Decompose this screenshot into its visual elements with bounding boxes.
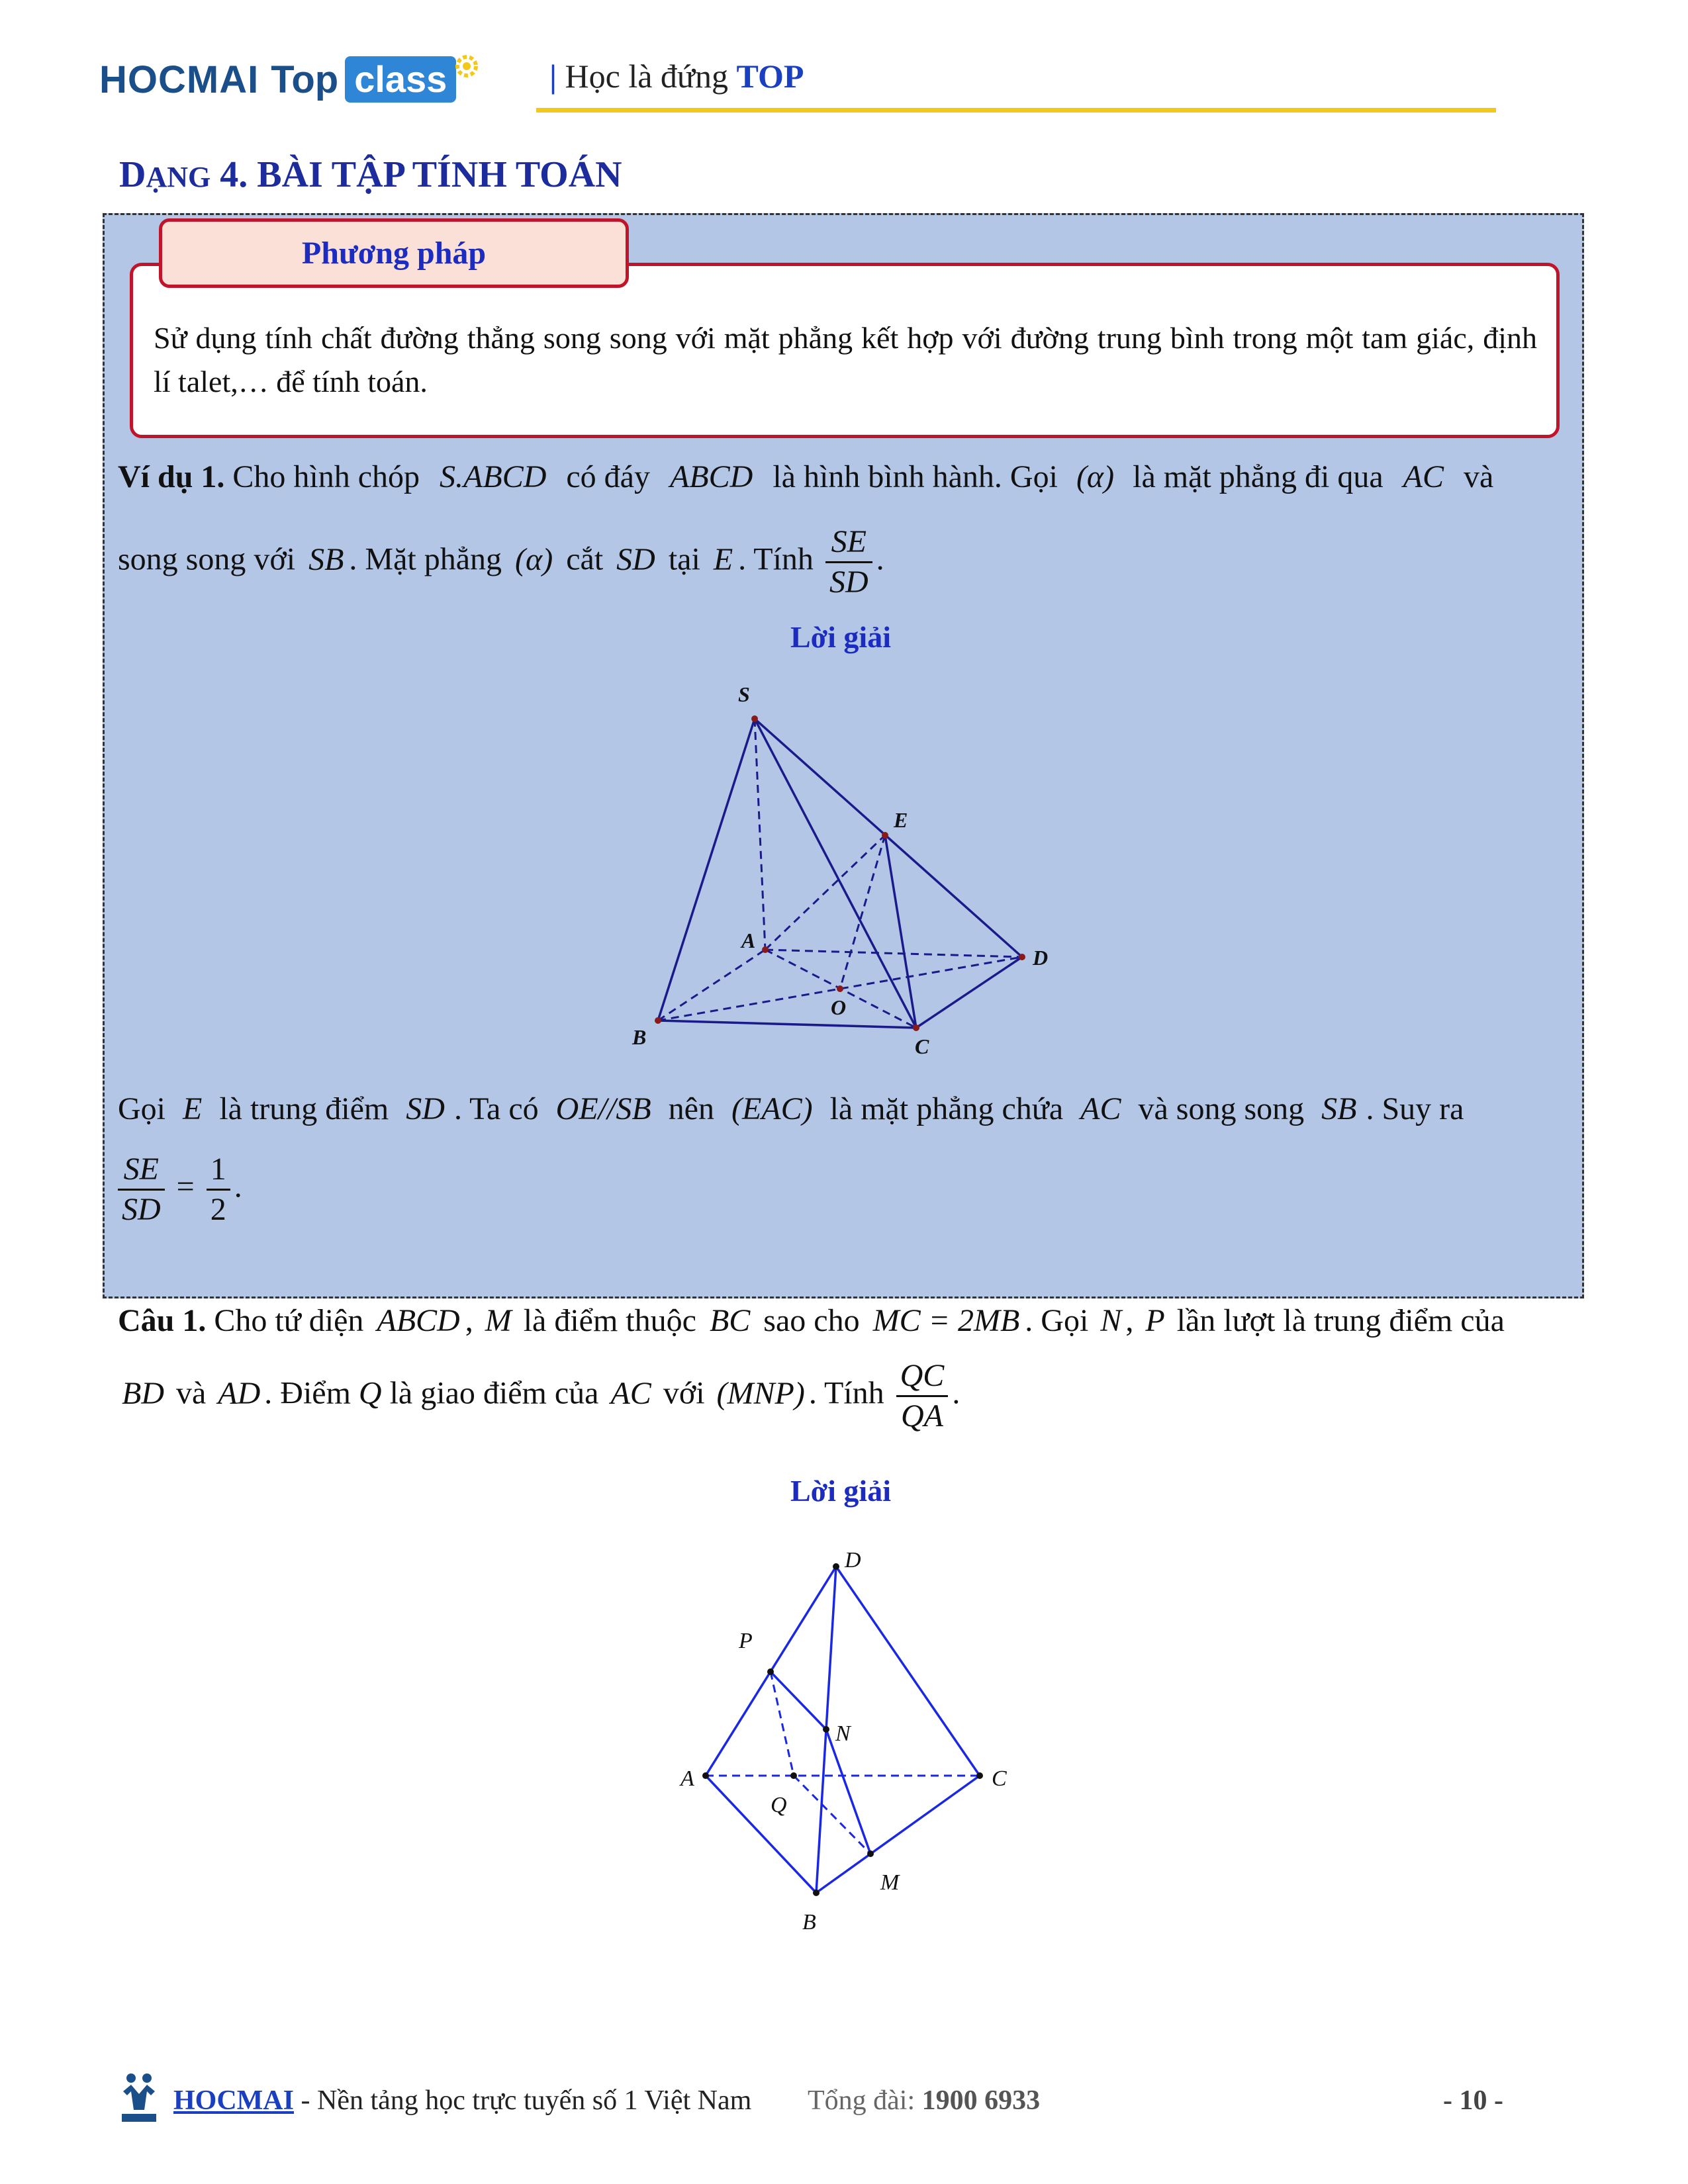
text-run: Gọi	[118, 1091, 173, 1126]
footer-text	[173, 2085, 751, 2116]
hocmai-footer-icon	[119, 2071, 159, 2124]
text-run: . Ta có	[453, 1091, 547, 1126]
edge-ba	[658, 950, 765, 1021]
text-run: tại	[660, 541, 708, 577]
text-run: =	[168, 1169, 203, 1205]
tagline	[549, 57, 804, 95]
text-run: là giao điểm của	[381, 1375, 607, 1411]
point-o	[837, 985, 843, 992]
point-q	[790, 1772, 797, 1779]
math-run: (MNP)	[716, 1375, 805, 1411]
page-number: - 10 -	[1443, 2085, 1503, 2116]
label-s: S	[738, 682, 750, 706]
tagline-top: TOP	[736, 58, 804, 95]
point-n	[823, 1726, 829, 1733]
text-run: nên	[660, 1091, 722, 1126]
math-run: ABCD	[669, 459, 753, 494]
math-run: SB	[308, 541, 344, 577]
text-run: .	[952, 1375, 961, 1411]
label-a: A	[680, 1766, 694, 1791]
footer-tagline: - Nền tảng học trực tuyến số 1 Việt Nam	[294, 2085, 752, 2116]
text-run: . Suy ra	[1366, 1091, 1464, 1126]
label-o: O	[831, 995, 847, 1019]
label-d: D	[845, 1549, 861, 1572]
text-run: và	[1456, 459, 1494, 494]
text-run: . Gọi	[1025, 1303, 1097, 1338]
math-run: AC	[1080, 1091, 1121, 1126]
point-a	[762, 946, 769, 953]
point-s	[751, 715, 758, 722]
fraction-numerator: 1	[207, 1150, 230, 1191]
text-run: và song song	[1130, 1091, 1313, 1126]
hocmai-topclass-logo	[99, 46, 480, 113]
footer-hotline	[808, 2085, 1040, 2116]
label-b: B	[632, 1025, 647, 1049]
math-run: SB	[1321, 1091, 1357, 1126]
point-d	[1019, 954, 1025, 960]
math-run: (α)	[1076, 459, 1115, 494]
hotline-label: Tổng đài:	[808, 2085, 922, 2116]
hotline-number: 1900 6933	[921, 2085, 1041, 2116]
point-d	[833, 1563, 839, 1570]
point-c	[913, 1024, 919, 1031]
math-run: AC	[610, 1375, 651, 1411]
point-b	[813, 1889, 820, 1896]
example1-answer-line1	[118, 1089, 1574, 1130]
math-run: SD	[616, 541, 655, 577]
fraction-denominator: SD	[122, 1192, 161, 1227]
math-run: SD	[406, 1091, 445, 1126]
question1-label: Câu 1.	[118, 1303, 207, 1338]
math-run: MC = 2MB	[872, 1303, 1020, 1338]
fraction-numerator: SE	[825, 523, 872, 563]
text-run: Cho hình chóp	[224, 459, 428, 494]
point-b	[655, 1017, 661, 1024]
fraction-se-sd	[825, 523, 872, 602]
text-run: lần lượt là trung điểm của	[1168, 1303, 1505, 1338]
logo-top-text: Top	[271, 58, 339, 101]
method-text: Sử dụng tính chất đường thẳng song song với mặt phẳng kết hợp với đường trung bình trong một tam giác, định lí talet,… để tính toán.	[154, 321, 1537, 398]
fraction-denominator: SD	[829, 565, 868, 600]
label-b: B	[802, 1910, 816, 1934]
math-run: Q	[358, 1375, 382, 1411]
edge-sa	[755, 719, 765, 950]
solution-heading-1: Lời giải	[790, 620, 891, 654]
label-q: Q	[771, 1793, 787, 1817]
fraction-qc-qa	[896, 1357, 949, 1435]
logo-class-text: class	[345, 56, 456, 103]
math-run: (α)	[515, 541, 553, 577]
text-run: . Điểm	[264, 1375, 359, 1411]
tagline-text: Học là đứng	[565, 58, 728, 95]
question1-line2	[118, 1357, 1574, 1435]
text-run: . Tính	[738, 541, 821, 577]
label-n: N	[835, 1721, 851, 1746]
text-run: .	[234, 1169, 242, 1205]
point-m	[867, 1850, 874, 1857]
example1-line2	[118, 523, 1574, 602]
method-tab: Phương pháp	[159, 218, 629, 288]
question1-line1	[118, 1300, 1587, 1342]
math-run: N	[1100, 1303, 1122, 1338]
fraction-denominator: 2	[210, 1192, 226, 1227]
label-a: A	[741, 929, 756, 952]
text-run: và	[167, 1375, 214, 1411]
edge-bc	[658, 1021, 916, 1028]
example1-label: Ví dụ 1.	[118, 459, 225, 494]
tagline-bar: |	[549, 58, 557, 95]
edge-pn	[771, 1672, 826, 1729]
title-first-letter: D	[119, 154, 146, 195]
text-run: song song với	[118, 541, 304, 577]
text-run: cắt	[558, 541, 612, 577]
text-run: với	[655, 1375, 713, 1411]
text-run: sao cho	[755, 1303, 868, 1338]
text-run: Cho tứ diện	[206, 1303, 372, 1338]
text-run: .	[876, 541, 884, 577]
text-run: là điểm thuộc	[515, 1303, 704, 1338]
math-run: AC	[1403, 459, 1444, 494]
title-small-caps: ẠNG	[146, 161, 211, 193]
footer-brand-link[interactable]: HOCMAI	[173, 2085, 294, 2116]
text-run: là hình bình hành. Gọi	[765, 459, 1066, 494]
tetrahedron-figure	[662, 1549, 1059, 1959]
edge-eo	[840, 835, 885, 989]
fraction-denominator: QA	[900, 1398, 943, 1433]
math-run: (EAC)	[731, 1091, 813, 1126]
edge-ad	[765, 950, 1022, 957]
fraction-numerator: QC	[896, 1357, 949, 1397]
text-run: là trung điểm	[211, 1091, 397, 1126]
text-run: . Tính	[808, 1375, 892, 1411]
header-divider	[536, 108, 1496, 113]
label-c: C	[915, 1034, 929, 1058]
edge-sb	[658, 719, 755, 1021]
pyramid-figure	[596, 668, 1125, 1079]
label-d: D	[1033, 946, 1049, 970]
math-run: AD	[218, 1375, 261, 1411]
label-p: P	[739, 1629, 753, 1653]
fraction-numerator: SE	[118, 1150, 165, 1191]
math-run: OE//SB	[555, 1091, 651, 1126]
text-run: ,	[1125, 1303, 1142, 1338]
title-rest: 4. BÀI TẬP TÍNH TOÁN	[211, 154, 622, 195]
math-run: ABCD	[377, 1303, 460, 1338]
math-run: S.ABCD	[440, 459, 547, 494]
solution-heading-2: Lời giải	[790, 1474, 891, 1508]
label-c: C	[992, 1766, 1007, 1791]
example1-answer-line2	[118, 1150, 242, 1229]
math-run: E	[713, 541, 733, 577]
text-run: là mặt phẳng đi qua	[1125, 459, 1391, 494]
text-run: là mặt phẳng chứa	[821, 1091, 1072, 1126]
math-run: E	[183, 1091, 203, 1126]
edge-pq	[771, 1672, 794, 1776]
section-title	[119, 154, 622, 196]
fraction-se-sd-answer	[118, 1150, 165, 1229]
edge-ab	[706, 1776, 816, 1893]
edge-cd	[916, 957, 1022, 1028]
edge-dc	[836, 1567, 980, 1776]
point-a	[702, 1772, 709, 1779]
math-run: P	[1145, 1303, 1165, 1338]
text-run: . Mặt phẳng	[349, 541, 510, 577]
text-run: có đáy	[558, 459, 658, 494]
point-c	[976, 1772, 983, 1779]
text-run: ,	[465, 1303, 481, 1338]
example1-line1	[118, 457, 1574, 498]
edge-qm	[794, 1776, 870, 1854]
gear-icon	[453, 53, 480, 79]
point-e	[882, 832, 888, 839]
math-run: M	[485, 1303, 512, 1338]
label-e: E	[894, 808, 908, 832]
edge-nm	[826, 1729, 870, 1854]
logo-hocmai-text: HOCMAI	[99, 58, 259, 101]
label-m: M	[880, 1870, 900, 1895]
fraction-one-half	[207, 1150, 230, 1229]
math-run: BD	[122, 1375, 164, 1411]
point-p	[767, 1668, 774, 1675]
math-run: BC	[709, 1303, 751, 1338]
